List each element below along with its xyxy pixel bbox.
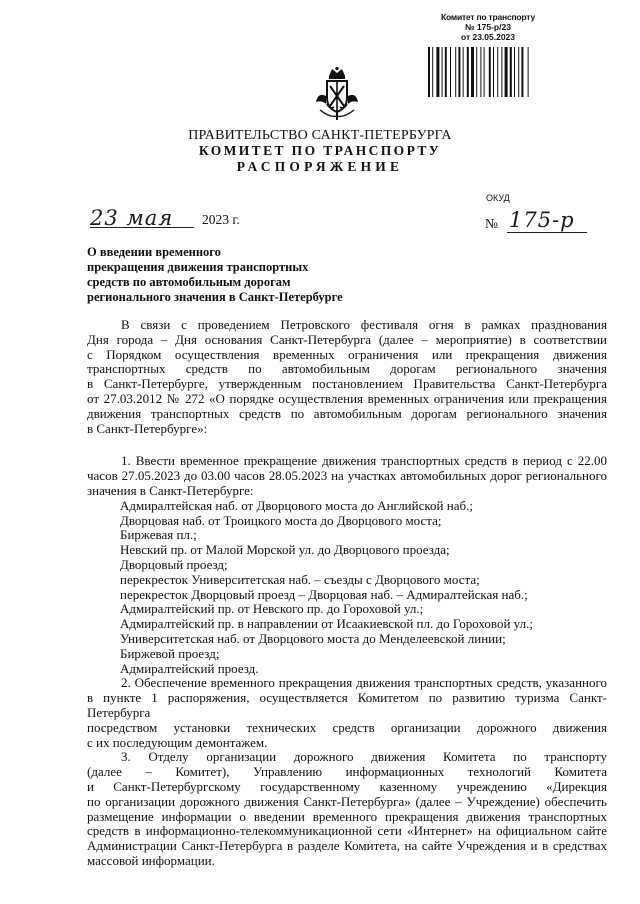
barcode-bar	[476, 47, 477, 97]
handwritten-number: 175-р	[509, 208, 575, 232]
subject-line: регионального значения в Санкт-Петербурге	[87, 290, 343, 304]
item2-line: 2. Обеспечение временного прекращения движения транспортных средств, указанного	[121, 675, 607, 691]
barcode-bar	[518, 47, 519, 97]
barcode-bar	[467, 47, 469, 97]
preamble-line: транспортных средств по автомобильным дорогам регионального значения	[87, 361, 607, 377]
item3-line: и Санкт-Петербургскому государственному казенному учреждению «Дирекция	[87, 778, 607, 794]
registration-stamp	[426, 12, 550, 42]
road-list-item: Адмиралтейский пр. в направлении от Исаакиевской пл. до Гороховой ул.;	[120, 616, 533, 632]
subject-line: средств по автомобильным дорогам	[87, 275, 291, 289]
barcode-bar	[463, 47, 464, 97]
handwritten-date: 23 мая	[90, 206, 174, 230]
barcode-bar	[445, 47, 447, 97]
item2-line: посредством установки технических средств организации дорожного движения	[87, 719, 607, 735]
item1-line: 1. Ввести временное прекращение движения транспортных средств в период с 22.00	[121, 453, 607, 469]
item3-line: 3. Отделу организации дорожного движения Комитета по транспорту	[121, 749, 607, 765]
road-list-item: Дворцовый проезд;	[120, 556, 228, 572]
preamble-line: в Санкт-Петербурге, утвержденным постановлением Правительства Санкт-Петербурга	[87, 376, 607, 392]
barcode-bar	[432, 47, 433, 97]
preamble-line: от 27.03.2012 № 272 «О порядке осуществления временных ограничения или прекращения	[87, 390, 607, 406]
item3-line: Администрации Санкт-Петербурга в разделе Комитета, на сайте Учреждения и в средствах	[87, 838, 607, 854]
barcode-bar	[505, 47, 508, 97]
subject-line: прекращения движения транспортных	[87, 260, 309, 274]
barcode-bar	[484, 47, 485, 97]
committee-title: КОМИТЕТ ПО ТРАНСПОРТУ	[198, 143, 442, 158]
stamp-number: № 175-р/23	[465, 22, 511, 32]
stamp-committee: Комитет по транспорту	[440, 12, 536, 22]
barcode-bar	[471, 47, 474, 97]
item2-line: в пункте 1 распоряжения, осуществляется Комитетом по развитию туризма Санкт-Петербурга	[87, 690, 607, 720]
road-list-item: Адмиралтейская наб. от Дворцового моста до Английской наб.;	[120, 497, 473, 513]
government-title: ПРАВИТЕЛЬСТВО САНКТ-ПЕТЕРБУРГА	[188, 128, 452, 143]
barcode-bar	[528, 47, 529, 97]
barcode-bar	[501, 47, 502, 97]
document-date	[90, 206, 290, 230]
item3-line: средств в информационно-телекоммуникационной сети «Интернет» на официальном сайте	[87, 823, 607, 839]
item3-line: размещение информации о введении временного прекращения движения транспортных	[87, 808, 607, 824]
barcode-bar	[514, 47, 515, 97]
item1-line: значения в Санкт-Петербурге:	[87, 482, 254, 498]
number-underline	[507, 232, 587, 233]
date-underline	[90, 227, 194, 228]
barcode-bar	[442, 47, 443, 97]
barcode-bar	[510, 47, 512, 97]
barcode-bar	[458, 47, 460, 97]
road-list-item: Невский пр. от Малой Морской ул. до Дворцового проезда;	[120, 542, 450, 558]
item1-line: часов 27.05.2023 до 03.00 часов 28.05.2023 на участках автомобильных дорог регионального	[87, 468, 607, 484]
okud-label: ОКУД	[486, 193, 510, 203]
preamble-line: с Порядком осуществления временных ограничения или прекращения движения	[87, 346, 607, 362]
barcode-bar	[489, 47, 491, 97]
coat-of-arms-emblem	[312, 66, 362, 122]
road-list-item: перекресток Дворцовый проезд – Дворцовая наб. – Адмиралтейская наб.;	[120, 586, 528, 602]
barcode-bar	[493, 47, 494, 97]
document-body	[87, 318, 607, 869]
document-type-title: РАСПОРЯЖЕНИЕ	[236, 159, 404, 174]
road-list-item: Биржевой проезд;	[120, 645, 220, 661]
item3-line: массовой информации.	[87, 852, 215, 868]
road-list-item: Адмиралтейский пр. от Невского пр. до Гороховой ул.;	[120, 601, 424, 617]
road-list-item: Адмиралтейский проезд.	[120, 660, 259, 676]
item3-line: по организации дорожного движения Санкт-Петербурга» (далее – Учреждение) обеспечить	[87, 793, 607, 809]
preamble-line: В связи с проведением Петровского фестиваля огня в рамках празднования	[121, 317, 607, 332]
road-list-item: Университетская наб. от Дворцового моста до Менделеевской линии;	[120, 630, 506, 646]
document-number	[485, 208, 595, 236]
item2-line: с их последующим демонтажем.	[87, 734, 268, 750]
barcode-bar	[450, 47, 451, 97]
date-year: 2023 г.	[202, 212, 240, 227]
barcode-bar	[428, 47, 430, 97]
number-sign: №	[485, 216, 498, 231]
document-subject	[87, 245, 387, 305]
preamble-line: в Санкт-Петербурге»:	[87, 420, 208, 436]
road-list-item: Биржевая пл.;	[120, 527, 197, 543]
barcode-bar	[436, 47, 439, 97]
road-list-item: перекресток Университетская наб. – съезды с Дворцового моста;	[120, 571, 480, 587]
barcode-bar	[455, 47, 456, 97]
barcode-bar	[480, 47, 481, 97]
barcode-bar	[497, 47, 498, 97]
preamble-line: движения транспортных средств по автомобильным дорогам регионального значения	[87, 405, 607, 421]
subject-line: О введении временного	[87, 245, 221, 259]
stamp-date: от 23.05.2023	[460, 32, 516, 42]
preamble-line: Дня города – Дня основания Санкт-Петербурга (далее – мероприятие) в соответствии	[87, 331, 607, 347]
road-list-item: Дворцовая наб. от Троицкого моста до Дворцового моста;	[120, 512, 442, 528]
barcode-bar	[521, 47, 523, 97]
item3-line: (далее – Комитет), Управлению информационных технологий Комитета	[87, 764, 607, 780]
barcode	[426, 47, 550, 97]
